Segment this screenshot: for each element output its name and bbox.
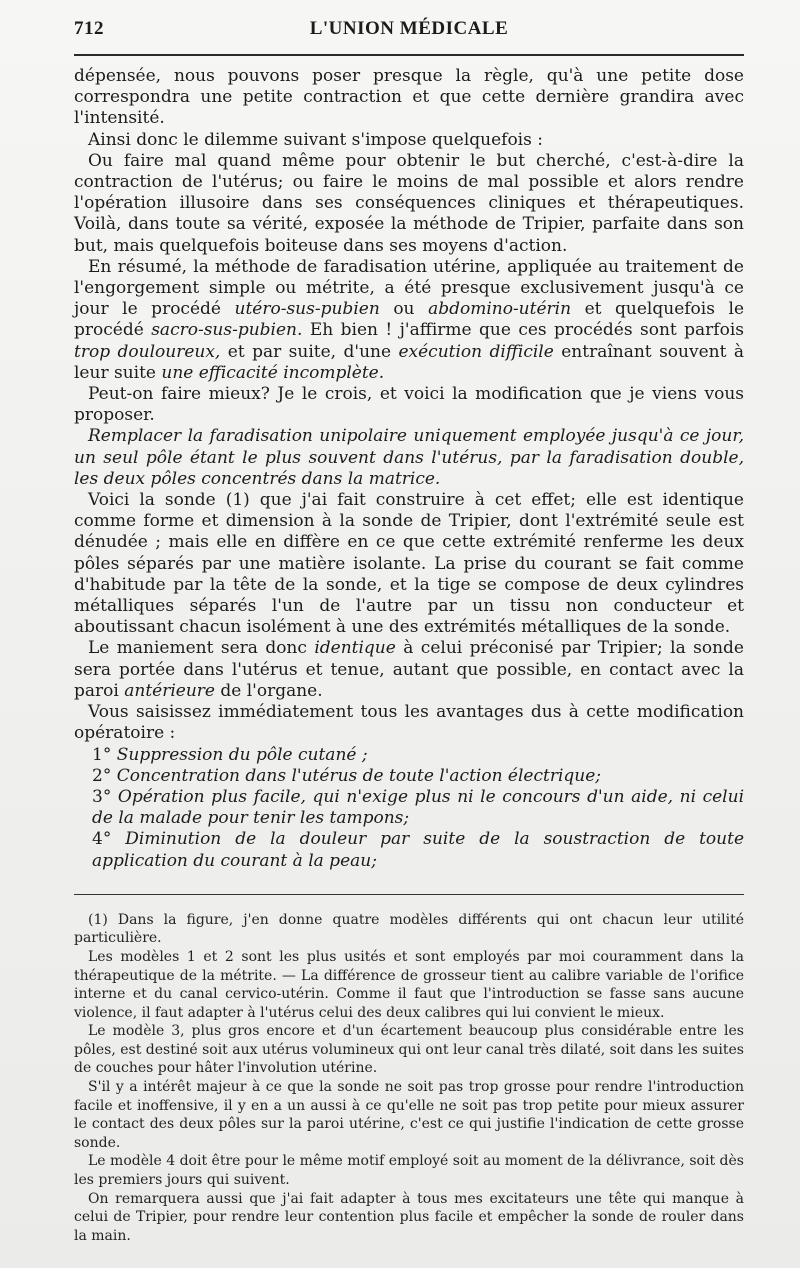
paragraph: Voici la sonde (1) que j'ai fait construire à cet effet; elle est identique comme forme et dimension à la sonde de Tripier, dont l'extrémité seule est dénudée ; mais elle en diffère en ce que cette extrémité renferme les deux pôles séparés par une matière isolante. La prise du courant se fait comme d'habitude par la tête de la sonde, et la tige se compose de deux cylindres métalliques séparés l'un de l'autre par un tissu non conducteur et aboutissant chacun isolément à une des extrémités métalliques de la sonde.	[74, 490, 744, 638]
footnote-rule	[74, 894, 744, 895]
paragraph-proposal: Remplacer la faradisation unipolaire uniquement employée jusqu'à ce jour, un seul pôle étant le plus souvent dans l'utérus, par la faradisation double, les deux pôles concentrés dans la matrice.	[74, 426, 744, 489]
journal-title: L'UNION MÉDICALE	[309, 18, 509, 39]
advantages-list	[74, 745, 744, 872]
list-item: 2° Concentration dans l'utérus de toute l'action électrique;	[92, 765, 602, 786]
running-header	[74, 18, 744, 48]
footnote: Le modèle 4 doit être pour le même motif employé soit au moment de la délivrance, soit dès les premiers jours qui suivent.	[74, 1153, 744, 1189]
list-item: 1° Suppression du pôle cutané ;	[92, 744, 368, 765]
paragraph: Peut-on faire mieux? Je le crois, et voici la modification que je viens vous proposer.	[74, 384, 744, 426]
footnote: S'il y a intérêt majeur à ce que la sonde ne soit pas trop grosse pour rendre l'introduction facile et inoffensive, il y en a un aussi à ce qu'elle ne soit pas trop petite pour mieux assurer le contact des deux pôles sur la paroi utérine, c'est ce qui justifie l'indication de cette grosse sonde.	[74, 1079, 744, 1151]
paragraph: Ainsi donc le dilemme suivant s'impose quelquefois :	[88, 129, 543, 150]
paragraph: Ou faire mal quand même pour obtenir le but cherché, c'est-à-dire la contraction de l'utérus; ou faire le moins de mal possible et alors rendre l'opération illusoire dans ses conséquences cliniques et thérapeutiques. Voilà, dans toute sa vérité, exposée la méthode de Tripier, parfaite dans son but, mais quelquefois boiteuse dans ses moyens d'action.	[74, 150, 744, 256]
footnotes	[74, 911, 744, 1246]
header-rule	[74, 54, 744, 56]
list-item: 3° Opération plus facile, qui n'exige plus ni le concours d'un aide, ni celui de la malade pour tenir les tampons;	[92, 786, 745, 829]
footnote: Les modèles 1 et 2 sont les plus usités et sont employés par moi couramment dans la thérapeutique de la métrite. — La différence de grosseur tient au calibre variable de l'orifice interne et du canal cervico-utérin. Comme il faut que l'introduction se fasse sans aucune violence, il faut adapter à l'utérus celui des deux calibres qui lui convient le mieux.	[74, 948, 744, 1021]
footnote: (1) Dans la figure, j'en donne quatre modèles différents qui ont chacun leur utilité particulière.	[74, 911, 744, 947]
page-number: 712	[74, 18, 104, 39]
paragraph-resume: En résumé, la méthode de faradisation utérine, appliquée au traitement de l'engorgement simple ou métrite, a été presque exclusivement jusqu'à ce jour le procédé utéro-sus-pubien ou abdomino-utérin et quelquefois le procédé sacro-sus-pubien. Eh bien ! j'affirme que ces procédés sont parfois trop douloureux, et par suite, d'une exécution difficile entraînant souvent à leur suite une efficacité incomplète.	[74, 256, 745, 383]
footnote: Le modèle 3, plus gros encore et d'un écartement beaucoup plus considérable entre les pôles, est destiné soit aux utérus volumineux qui ont leur canal très dilaté, soit dans les suites de couches pour hâter l'involution utérine.	[74, 1023, 744, 1077]
paragraph: dépensée, nous pouvons poser presque la règle, qu'à une petite dose correspondra une petite contraction et que cette dernière grandira avec l'intensité.	[74, 66, 744, 129]
footnote: On remarquera aussi que j'ai fait adapter à tous mes excitateurs une tête qui manque à celui de Tripier, pour rendre leur contention plus facile et empêcher la sonde de rouler dans la main.	[74, 1190, 744, 1244]
paragraph: Vous saisissez immédiatement tous les avantages dus à cette modification opératoire :	[74, 702, 744, 744]
list-item: 4° Diminution de la douleur par suite de la soustraction de toute application du courant à la peau;	[92, 829, 745, 871]
paragraph-maniement: Le maniement sera donc identique à celui préconisé par Tripier; la sonde sera portée dans l'utérus et tenue, autant que possible, en contact avec la paroi antérieure de l'organe.	[74, 638, 744, 701]
main-text	[74, 66, 744, 872]
